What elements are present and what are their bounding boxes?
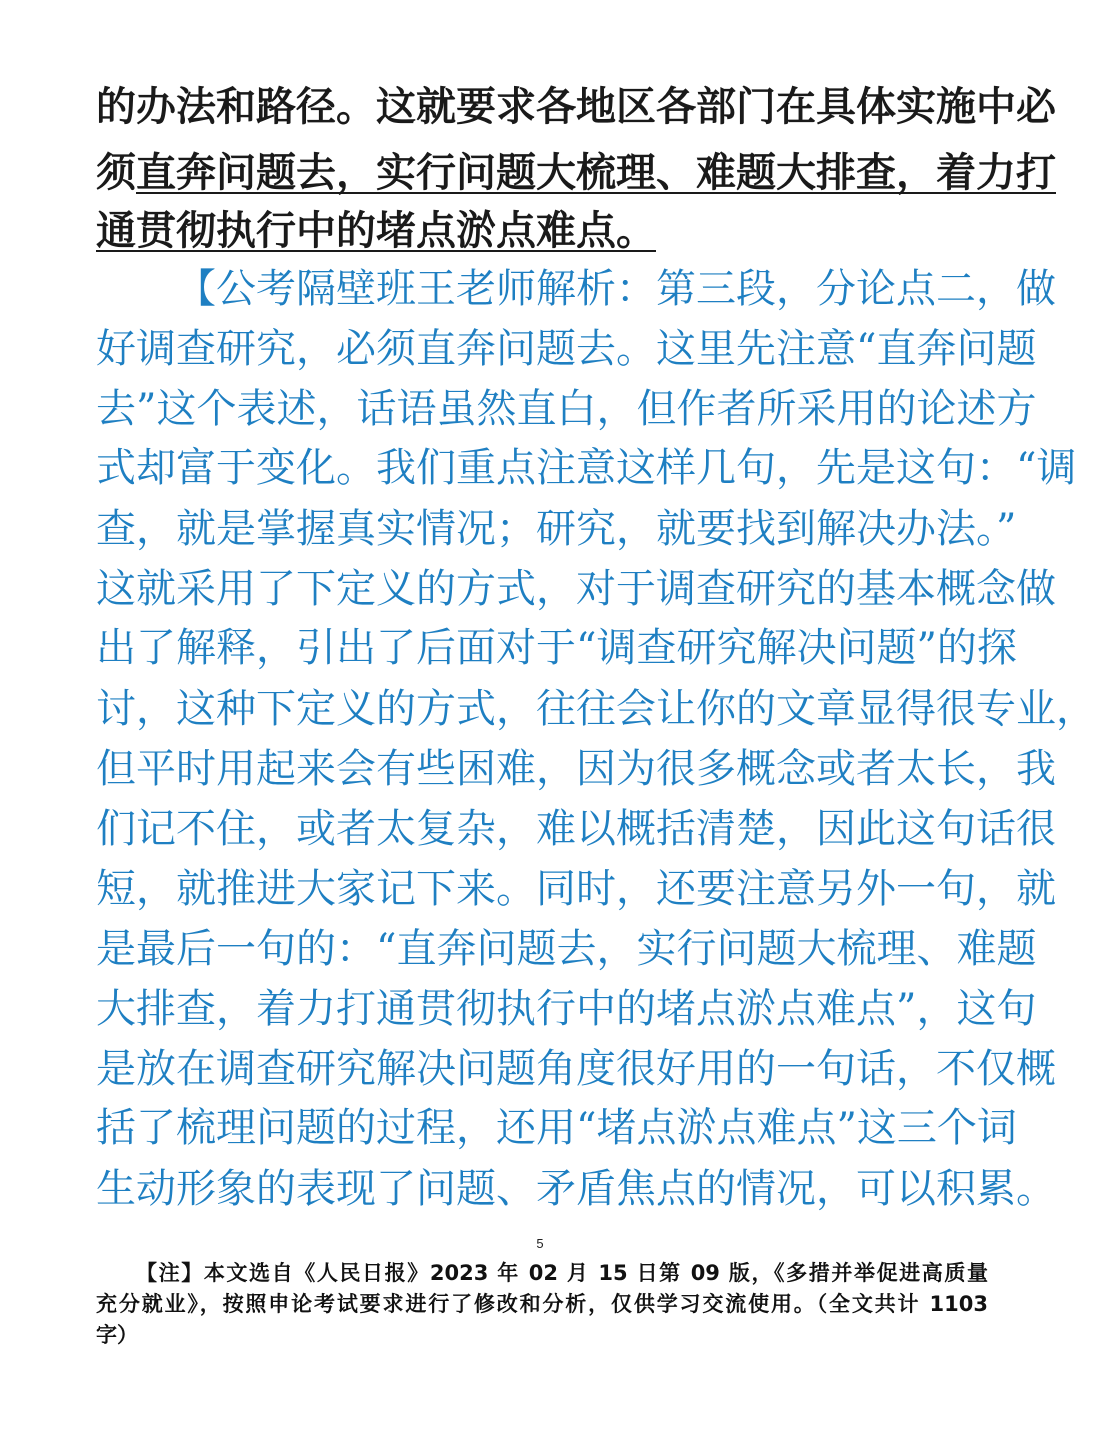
body-text-line-3: [96, 202, 988, 260]
analysis-line-3: 去”这个表述，话语虽然直白，但作者所采用的论述方: [96, 386, 1037, 432]
underlined-quote-part-1: 直奔问题去，实行问题大梳理、难题大排查，着力打: [136, 149, 1056, 196]
analysis-line-2: 好调查研究，必须直奔问题去。这里先注意“直奔问题: [96, 326, 1037, 372]
analysis-line-1: 【公考隔壁班王老师解析：第三段，分论点二，做: [176, 266, 1056, 312]
page-number: 5: [536, 1236, 544, 1251]
body-text-line-2-prefix: 须: [96, 149, 136, 196]
footnote-line-1: 【注】本文选自《人民日报》2023 年 02 月 15 日第 09 版，《多措并举促进高质量: [136, 1261, 988, 1285]
analysis-line-13: 大排查，着力打通贯彻执行中的堵点淤点难点”，这句: [96, 986, 1037, 1032]
analysis-line-15: 括了梳理问题的过程，还用“堵点淤点难点”这三个词: [96, 1105, 1017, 1151]
analysis-line-6: 这就采用了下定义的方式，对于调查研究的基本概念做: [96, 566, 1056, 612]
footnote: [96, 1258, 988, 1351]
body-text-line-1: 的办法和路径。这就要求各地区各部门在具体实施中必: [96, 83, 1056, 130]
analysis-line-11: 短，就推进大家记下来。同时，还要注意另外一句，就: [96, 866, 1056, 912]
analysis-line-5: 查，就是掌握真实情况；研究，就要找到解决办法。”: [96, 506, 1017, 552]
analysis-line-7: 出了解释，引出了后面对于“调查研究解决问题”的探: [96, 625, 1017, 671]
underlined-quote-part-2: 通贯彻执行中的堵点淤点难点。: [96, 207, 656, 254]
analysis-line-14: 是放在调查研究解决问题角度很好用的一句话，不仅概: [96, 1046, 1056, 1092]
analysis-line-9: 但平时用起来会有些困难，因为很多概念或者太长，我: [96, 746, 1056, 792]
analysis-line-12: 是最后一句的：“直奔问题去，实行问题大梳理、难题: [96, 926, 1037, 972]
footnote-line-2: 充分就业》，按照申论考试要求进行了修改和分析，仅供学习交流使用。（全文共计 1103: [96, 1292, 988, 1316]
footnote-line-3: 字）: [96, 1323, 138, 1347]
body-text-line-2: [96, 144, 1056, 202]
analysis-line-4: 式却富于变化。我们重点注意这样几句，先是这句：“调: [96, 445, 1077, 491]
analysis-line-8: 讨，这种下定义的方式，往往会让你的文章显得很专业，: [96, 686, 1096, 732]
analysis-line-10: 们记不住，或者太复杂，难以概括清楚，因此这句话很: [96, 806, 1056, 852]
analysis-line-16: 生动形象的表现了问题、矛盾焦点的情况，可以积累。: [96, 1166, 1056, 1212]
